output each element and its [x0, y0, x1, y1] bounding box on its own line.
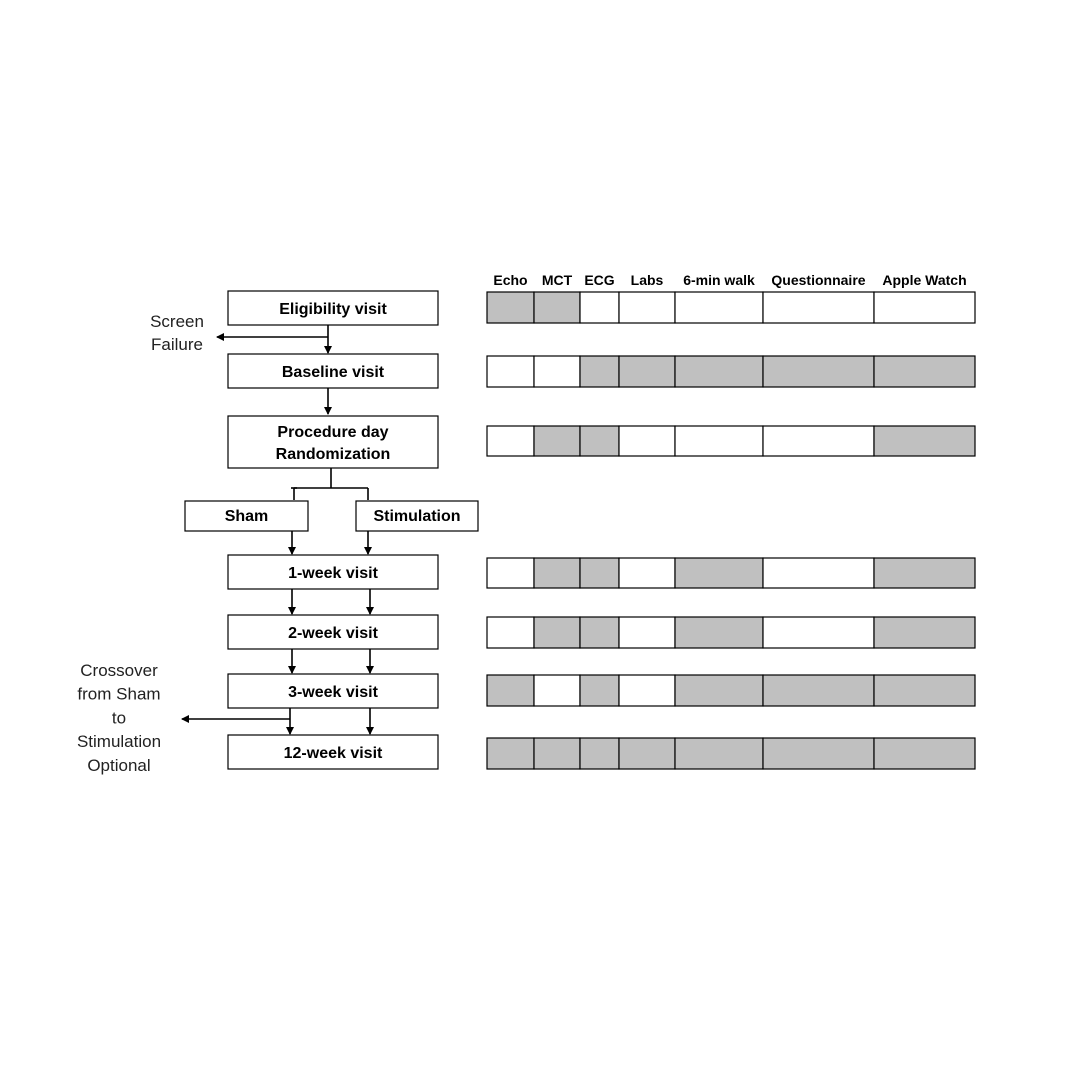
grid-row-week2 — [487, 617, 975, 648]
grid-cell-filled — [580, 558, 619, 588]
visit-box-procedure — [228, 416, 438, 468]
grid-cell-filled — [580, 426, 619, 456]
grid-cell-empty — [580, 292, 619, 323]
screen-failure-note — [150, 312, 204, 354]
grid-cell-filled — [874, 558, 975, 588]
grid-cell-empty — [487, 356, 534, 387]
grid-cell-empty — [763, 292, 874, 323]
column-header: Questionnaire — [771, 272, 866, 288]
grid-row-eligibility — [487, 292, 975, 323]
grid-cell-filled — [675, 675, 763, 706]
assessment-grid — [487, 292, 975, 769]
visit-box-week1 — [228, 555, 438, 589]
grid-cell-empty — [763, 426, 874, 456]
grid-cell-filled — [763, 738, 874, 769]
grid-cell-empty — [619, 426, 675, 456]
grid-cell-empty — [534, 356, 580, 387]
grid-cell-filled — [534, 292, 580, 323]
grid-cell-filled — [534, 617, 580, 648]
visit-box-week3 — [228, 674, 438, 708]
grid-cell-empty — [675, 292, 763, 323]
visit-box-baseline — [228, 354, 438, 388]
arm-label: Sham — [224, 508, 269, 525]
column-header: Labs — [630, 272, 664, 288]
grid-cell-empty — [619, 675, 675, 706]
visit-box-week2 — [228, 615, 438, 649]
grid-cell-filled — [619, 356, 675, 387]
column-header: ECG — [584, 272, 615, 288]
grid-cell-filled — [874, 675, 975, 706]
side-notes — [77, 312, 204, 775]
crossover-note-line: to — [111, 708, 127, 728]
column-header: Apple Watch — [882, 272, 967, 288]
grid-cell-empty — [619, 292, 675, 323]
grid-cell-filled — [580, 675, 619, 706]
grid-cell-filled — [675, 738, 763, 769]
grid-cell-empty — [675, 426, 763, 456]
grid-cell-filled — [874, 738, 975, 769]
visit-label: 2-week visit — [288, 625, 378, 642]
grid-row-week1 — [487, 558, 975, 588]
grid-cell-filled — [580, 738, 619, 769]
visit-label: Baseline visit — [281, 364, 385, 381]
grid-cell-filled — [619, 738, 675, 769]
grid-cell-empty — [487, 426, 534, 456]
grid-cell-filled — [580, 356, 619, 387]
grid-cell-empty — [487, 617, 534, 648]
visit-box-eligibility — [228, 291, 438, 325]
visit-label: Eligibility visit — [279, 301, 387, 318]
column-headers — [493, 272, 966, 288]
grid-cell-filled — [487, 738, 534, 769]
crossover-note — [77, 661, 161, 775]
grid-cell-empty — [763, 558, 874, 588]
grid-cell-filled — [487, 292, 534, 323]
screen-failure-note-line: Screen — [150, 312, 204, 331]
column-header: Echo — [493, 272, 528, 288]
visit-label: 3-week visit — [288, 684, 378, 701]
column-header: MCT — [541, 272, 573, 288]
arm-box-stimulation — [356, 501, 478, 531]
grid-cell-empty — [487, 558, 534, 588]
grid-row-week3 — [487, 675, 975, 706]
grid-cell-filled — [874, 426, 975, 456]
crossover-note-line: Crossover — [80, 661, 158, 680]
column-header: 6-min walk — [683, 272, 755, 288]
grid-cell-empty — [763, 617, 874, 648]
grid-row-week12 — [487, 738, 975, 769]
grid-row-baseline — [487, 356, 975, 387]
grid-cell-filled — [874, 356, 975, 387]
grid-row-procedure — [487, 426, 975, 456]
grid-cell-filled — [763, 675, 874, 706]
crossover-note-line: from Sham — [77, 684, 161, 704]
grid-cell-filled — [874, 617, 975, 648]
grid-cell-filled — [675, 356, 763, 387]
screen-failure-note-line: Failure — [151, 335, 203, 354]
grid-cell-filled — [487, 675, 534, 706]
visit-label: Randomization — [275, 446, 391, 463]
visit-box-week12 — [228, 735, 438, 769]
arm-box-sham — [185, 501, 308, 531]
grid-cell-empty — [619, 558, 675, 588]
arm-boxes — [185, 501, 478, 531]
grid-cell-filled — [534, 426, 580, 456]
grid-cell-empty — [874, 292, 975, 323]
crossover-note-line: Stimulation — [76, 732, 162, 752]
grid-cell-empty — [619, 617, 675, 648]
visit-label: Procedure day — [277, 424, 389, 441]
visit-label: 12-week visit — [283, 745, 383, 762]
grid-cell-filled — [534, 558, 580, 588]
grid-cell-filled — [675, 558, 763, 588]
grid-cell-filled — [763, 356, 874, 387]
grid-cell-filled — [675, 617, 763, 648]
grid-cell-empty — [534, 675, 580, 706]
visit-label: 1-week visit — [288, 565, 378, 582]
grid-cell-filled — [534, 738, 580, 769]
crossover-note-line: Optional — [87, 755, 151, 775]
grid-cell-filled — [580, 617, 619, 648]
arm-label: Stimulation — [373, 508, 461, 525]
